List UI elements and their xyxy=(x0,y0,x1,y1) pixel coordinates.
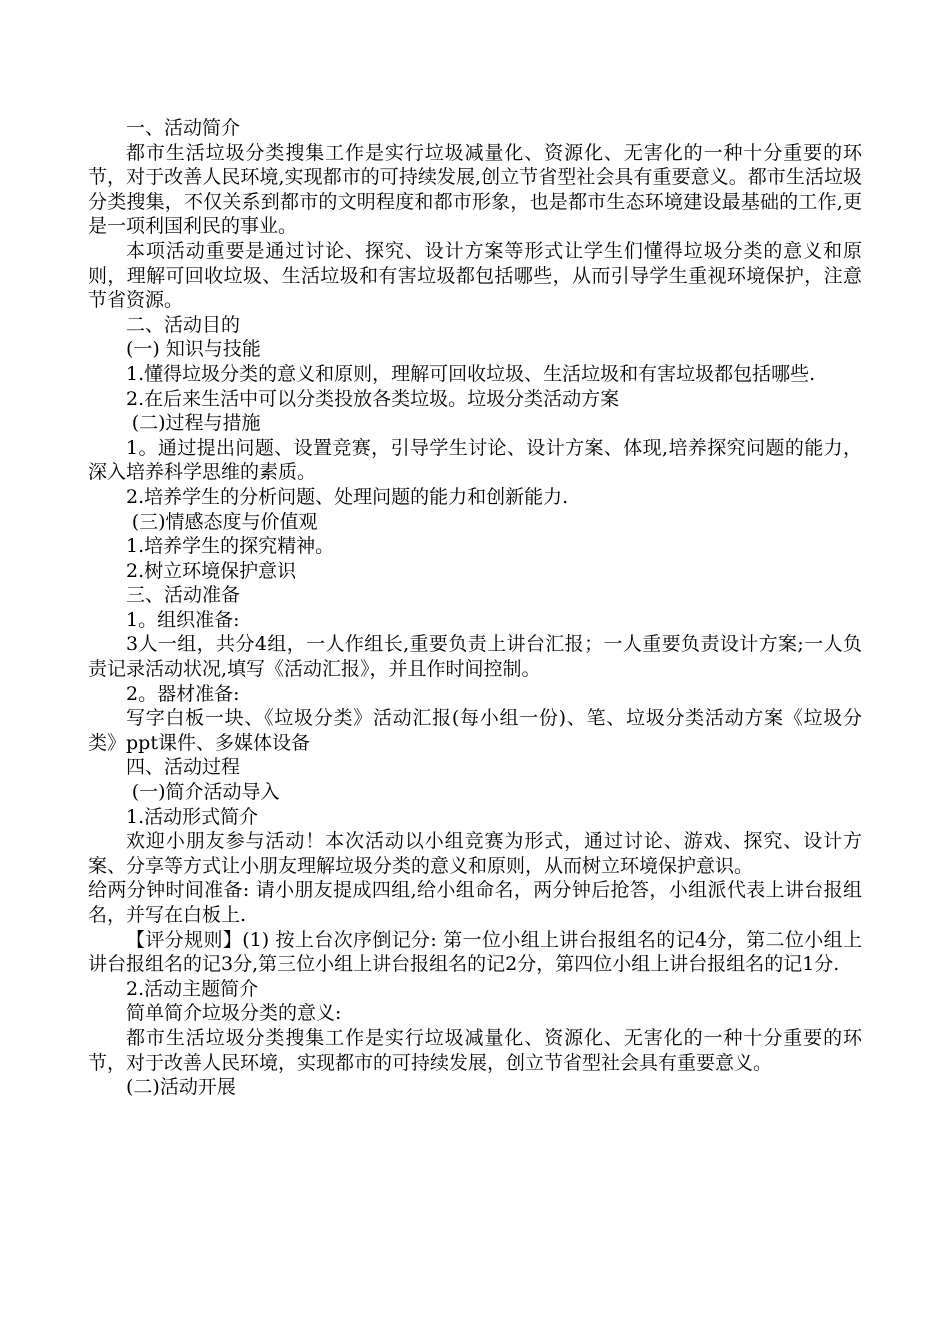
paragraph: (一) 知识与技能 xyxy=(126,338,261,361)
paragraph: 给两分钟时间准备: 请小朋友提成四组,给小组命名，两分钟后抢答，小组派代表上讲台报组名，并写在白板上. xyxy=(88,879,862,926)
document-body xyxy=(88,116,862,1100)
paragraph: 1.活动形式简介 xyxy=(126,805,259,828)
paragraph: (二)过程与措施 xyxy=(131,412,261,435)
paragraph: 欢迎小朋友参与活动！本次活动以小组竞赛为形式，通过讨论、游戏、探究、设计方案、分享等方式让小朋友理解垃圾分类的意义和原则，从而树立环境保护意识。 xyxy=(88,830,862,877)
paragraph: 1。组织准备: xyxy=(126,608,240,631)
paragraph: 三、活动准备 xyxy=(126,584,241,607)
paragraph: 2.培养学生的分析问题、处理问题的能力和创新能力. xyxy=(126,485,569,508)
paragraph: 都市生活垃圾分类搜集工作是实行垃圾减量化、资源化、无害化的一种十分重要的环节，对于改善人民环境,实现都市的可持续发展,创立节省型社会具有重要意义。都市生活垃圾分类搜集，不仅关系到都市的文明程度和都市形象，也是都市生态环境建设最基础的工作,更是一项利国利民的事业。 xyxy=(88,141,862,238)
paragraph: 3人一组，共分4组，一人作组长,重要负责上讲台汇报；一人重要负责设计方案;一人负责记录活动状况,填写《活动汇报》，并且作时间控制。 xyxy=(88,633,862,681)
paragraph: (三)情感态度与价值观 xyxy=(131,510,318,533)
paragraph: 1.懂得垃圾分类的意义和原则，理解可回收垃圾、生活垃圾和有害垃圾都包括哪些. xyxy=(126,362,816,385)
paragraph: 本项活动重要是通过讨论、探究、设计方案等形式让学生们懂得垃圾分类的意义和原则，理解可回收垃圾、生活垃圾和有害垃圾都包括哪些，从而引导学生重视环境保护，注意节省资源。 xyxy=(88,239,862,312)
paragraph: 二、活动目的 xyxy=(126,313,241,336)
paragraph: 2.活动主题简介 xyxy=(126,977,259,1000)
paragraph: 1。通过提出问题、设置竞赛，引导学生讨论、设计方案、体现,培养探究问题的能力，深入培养科学思维的素质。 xyxy=(88,436,862,484)
paragraph: 都市生活垃圾分类搜集工作是实行垃圾减量化、资源化、无害化的一种十分重要的环节，对于改善人民环境，实现都市的可持续发展，创立节省型社会具有重要意义。 xyxy=(88,1026,862,1074)
paragraph: 写字白板一块、《垃圾分类》活动汇报(每小组一份)、笔、垃圾分类活动方案《垃圾分类》ppt课件、多媒体设备 xyxy=(88,707,862,754)
paragraph: 四、活动过程 xyxy=(126,756,241,779)
paragraph: 一、活动简介 xyxy=(126,117,241,139)
paragraph: (二)活动开展 xyxy=(126,1076,236,1099)
paragraph: 1.培养学生的探究精神。 xyxy=(126,535,335,558)
paragraph: (一)简介活动导入 xyxy=(131,781,280,804)
paragraph: 2.树立环境保护意识 xyxy=(126,559,297,582)
paragraph: 2。器材准备: xyxy=(126,682,240,705)
paragraph: 【评分规则】(1) 按上台次序倒记分: 第一位小组上讲台报组名的记4分，第二位小组上讲台报组名的记3分,第三位小组上讲台报组名的记2分，第四位小组上讲台报组名的记1分. xyxy=(88,928,862,976)
paragraph: 简单简介垃圾分类的意义: xyxy=(126,1002,342,1025)
paragraph: 2.在后来生活中可以分类投放各类垃圾。垃圾分类活动方案 xyxy=(126,387,620,410)
